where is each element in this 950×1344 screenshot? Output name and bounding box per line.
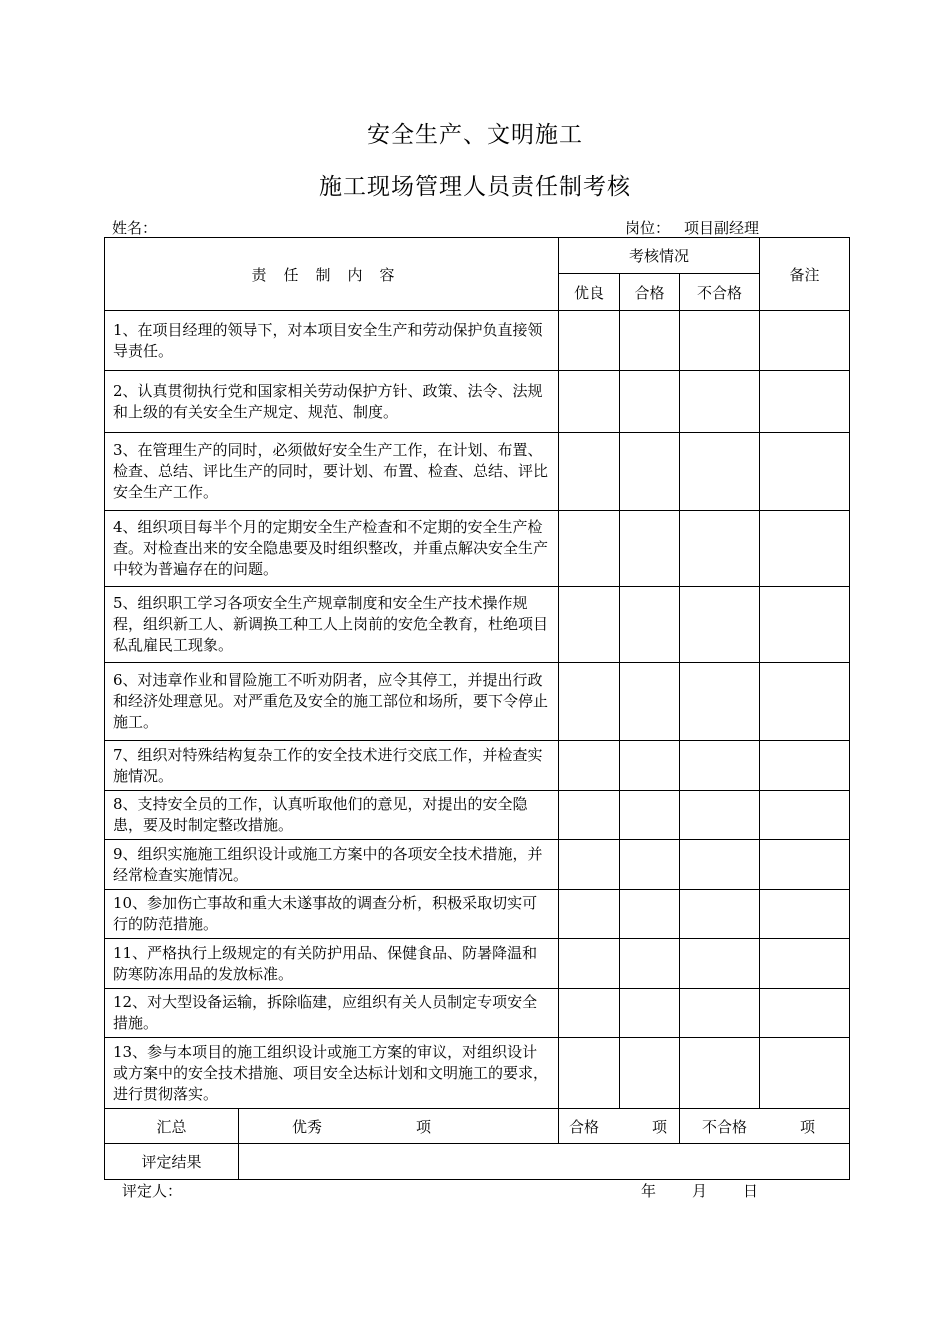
cell-remarks[interactable]	[760, 939, 850, 989]
cell-qualified[interactable]	[620, 433, 680, 511]
cell-remarks[interactable]	[760, 371, 850, 433]
header-unqualified: 不合格	[680, 274, 760, 311]
name-label: 姓名：	[112, 219, 158, 237]
cell-excellent[interactable]	[559, 511, 620, 587]
summary-item-unit: 项	[800, 1117, 816, 1136]
cell-remarks[interactable]	[760, 1038, 850, 1109]
table-row	[105, 663, 850, 741]
cell-excellent[interactable]	[559, 791, 620, 840]
row-content: 7、组织对特殊结构复杂工作的安全技术进行交底工作，并检查实施情况。	[105, 741, 559, 791]
summary-item-unit: 项	[652, 1117, 668, 1136]
cell-qualified[interactable]	[620, 311, 680, 371]
row-content: 10、参加伤亡事故和重大未遂事故的调查分析，积极采取切实可行的防范措施。	[105, 890, 559, 939]
table-row	[105, 939, 850, 989]
cell-excellent[interactable]	[559, 587, 620, 663]
cell-qualified[interactable]	[620, 741, 680, 791]
summary-row	[105, 1109, 850, 1144]
header-qualified: 合格	[620, 274, 680, 311]
summary-excellent-cell[interactable]	[239, 1109, 559, 1144]
table-row	[105, 791, 850, 840]
row-content: 3、在管理生产的同时，必须做好安全生产工作，在计划、布置、检查、总结、评比生产的同时，要计划、布置、检查、总结、评比安全生产工作。	[105, 433, 559, 511]
header-remarks: 备注	[760, 238, 850, 311]
cell-qualified[interactable]	[620, 939, 680, 989]
cell-excellent[interactable]	[559, 433, 620, 511]
cell-remarks[interactable]	[760, 511, 850, 587]
assessment-table	[104, 237, 850, 1180]
cell-qualified[interactable]	[620, 840, 680, 890]
cell-unqualified[interactable]	[680, 791, 760, 840]
cell-qualified[interactable]	[620, 511, 680, 587]
table-row	[105, 741, 850, 791]
cell-unqualified[interactable]	[680, 989, 760, 1038]
result-label: 评定结果	[105, 1144, 239, 1180]
table-row	[105, 1038, 850, 1109]
summary-qualified-cell[interactable]	[559, 1109, 680, 1144]
position-label: 岗位：	[625, 219, 671, 237]
cell-qualified[interactable]	[620, 1038, 680, 1109]
row-content: 9、组织实施施工组织设计或施工方案中的各项安全技术措施，并经常检查实施情况。	[105, 840, 559, 890]
cell-remarks[interactable]	[760, 433, 850, 511]
summary-unqualified-label: 不合格	[702, 1117, 748, 1136]
cell-excellent[interactable]	[559, 989, 620, 1038]
row-content: 8、支持安全员的工作，认真听取他们的意见，对提出的安全隐患，要及时制定整改措施。	[105, 791, 559, 840]
summary-unqualified-cell[interactable]	[680, 1109, 850, 1144]
cell-unqualified[interactable]	[680, 311, 760, 371]
document-title: 安全生产、文明施工	[367, 122, 583, 148]
cell-excellent[interactable]	[559, 1038, 620, 1109]
cell-unqualified[interactable]	[680, 840, 760, 890]
cell-qualified[interactable]	[620, 791, 680, 840]
row-content: 5、组织职工学习各项安全生产规章制度和安全生产技术操作规程，组织新工人、新调换工种工人上岗前的安危全教育，杜绝项目私乱雇民工现象。	[105, 587, 559, 663]
row-content: 2、认真贯彻执行党和国家相关劳动保护方针、政策、法令、法规和上级的有关安全生产规定、规范、制度。	[105, 371, 559, 433]
cell-excellent[interactable]	[559, 890, 620, 939]
cell-unqualified[interactable]	[680, 741, 760, 791]
row-content: 4、组织项目每半个月的定期安全生产检查和不定期的安全生产检查。对检查出来的安全隐患要及时组织整改，并重点解决安全生产中较为普遍存在的问题。	[105, 511, 559, 587]
cell-unqualified[interactable]	[680, 371, 760, 433]
summary-qualified-label: 合格	[569, 1117, 600, 1136]
table-row	[105, 840, 850, 890]
row-content: 11、严格执行上级规定的有关防护用品、保健食品、防暑降温和防寒防冻用品的发放标准。	[105, 939, 559, 989]
date-day: 日	[743, 1182, 759, 1200]
position-value: 项目副经理	[684, 219, 760, 237]
summary-excellent-label: 优秀	[291, 1117, 322, 1136]
cell-unqualified[interactable]	[680, 511, 760, 587]
cell-remarks[interactable]	[760, 840, 850, 890]
result-row	[105, 1144, 850, 1180]
row-content: 6、对违章作业和冒险施工不听劝阴者，应令其停工，并提出行政和经济处理意见。对严重危及安全的施工部位和场所，要下令停止施工。	[105, 663, 559, 741]
cell-qualified[interactable]	[620, 587, 680, 663]
table-row	[105, 890, 850, 939]
summary-item-unit: 项	[415, 1117, 431, 1136]
header-assessment: 考核情况	[559, 238, 760, 274]
row-content: 13、参与本项目的施工组织设计或施工方案的审议，对组织设计或方案中的安全技术措施、项目安全达标计划和文明施工的要求，进行贯彻落实。	[105, 1038, 559, 1109]
cell-excellent[interactable]	[559, 663, 620, 741]
cell-unqualified[interactable]	[680, 433, 760, 511]
cell-qualified[interactable]	[620, 371, 680, 433]
row-content: 12、对大型设备运输，拆除临建，应组织有关人员制定专项安全措施。	[105, 989, 559, 1038]
cell-qualified[interactable]	[620, 663, 680, 741]
table-row	[105, 989, 850, 1038]
cell-remarks[interactable]	[760, 791, 850, 840]
table-row	[105, 587, 850, 663]
cell-remarks[interactable]	[760, 587, 850, 663]
cell-unqualified[interactable]	[680, 1038, 760, 1109]
row-content: 1、在项目经理的领导下，对本项目安全生产和劳动保护负直接领导责任。	[105, 311, 559, 371]
table-row	[105, 311, 850, 371]
result-value-cell[interactable]	[239, 1144, 850, 1180]
cell-remarks[interactable]	[760, 311, 850, 371]
cell-excellent[interactable]	[559, 371, 620, 433]
cell-excellent[interactable]	[559, 311, 620, 371]
table-row	[105, 511, 850, 587]
table-row	[105, 433, 850, 511]
date-month: 月	[692, 1182, 708, 1200]
cell-excellent[interactable]	[559, 741, 620, 791]
summary-label: 汇总	[105, 1109, 239, 1144]
cell-unqualified[interactable]	[680, 939, 760, 989]
evaluator-label: 评定人：	[122, 1182, 183, 1200]
table-row	[105, 371, 850, 433]
cell-unqualified[interactable]	[680, 587, 760, 663]
cell-remarks[interactable]	[760, 663, 850, 741]
cell-remarks[interactable]	[760, 741, 850, 791]
header-excellent: 优良	[559, 274, 620, 311]
cell-qualified[interactable]	[620, 989, 680, 1038]
cell-unqualified[interactable]	[680, 663, 760, 741]
cell-unqualified[interactable]	[680, 890, 760, 939]
cell-excellent[interactable]	[559, 939, 620, 989]
cell-qualified[interactable]	[620, 890, 680, 939]
cell-remarks[interactable]	[760, 989, 850, 1038]
document-subtitle: 施工现场管理人员责任制考核	[319, 174, 631, 200]
cell-excellent[interactable]	[559, 840, 620, 890]
header-content: 责任制内容	[105, 238, 559, 311]
date-year: 年	[641, 1182, 657, 1200]
cell-remarks[interactable]	[760, 890, 850, 939]
